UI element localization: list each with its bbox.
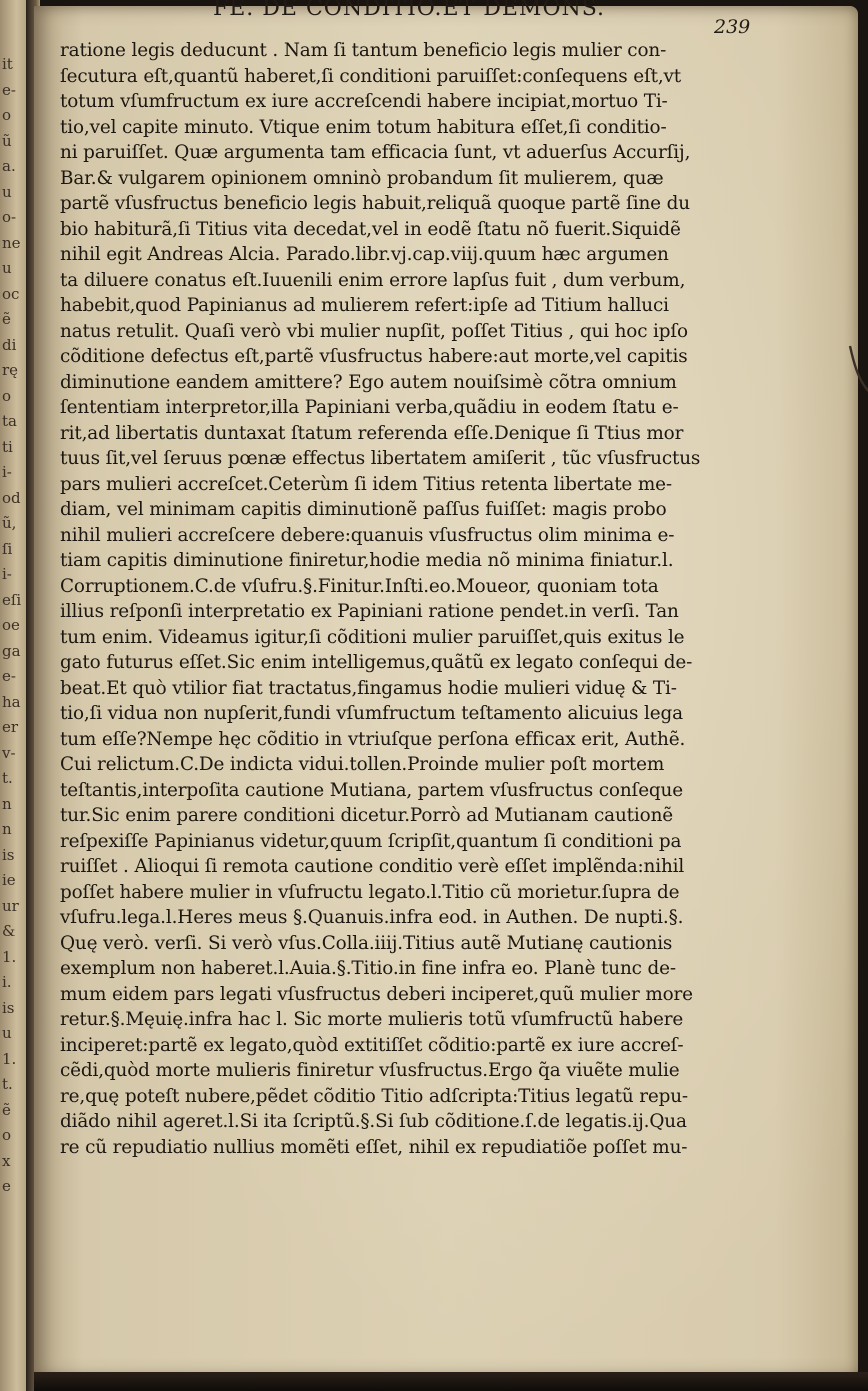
text-line: diam, vel minimam capitis diminutionẽ paſſus fuiſſet: magis probo bbox=[60, 499, 667, 520]
text-line: ſecutura eſt,quantũ haberet,ſi conditioni paruiſſet:conſequens eſt,vt bbox=[60, 65, 682, 87]
text-line: diãdo nihil ageret.l.Si ita ſcriptũ.§.Si ſub cõditione.ſ.de legatis.ij.Qua bbox=[60, 1111, 687, 1132]
facing-page-fragment: n bbox=[2, 820, 12, 838]
facing-page-fragment: rę bbox=[2, 361, 19, 379]
text-line: vſufru.lega.l.Heres meus §.Quanuis.infra eod. in Authen. De nupti.§. bbox=[60, 907, 684, 928]
facing-page-fragment: i. bbox=[2, 973, 12, 991]
text-line: Quę verò. verſi. Si verò vſus.Colla.iiij.Titius autẽ Mutianę cautionis bbox=[60, 932, 673, 954]
facing-page-fragment: od bbox=[2, 488, 21, 507]
facing-page-fragment: ta bbox=[2, 412, 17, 430]
text-line: totum vſumfructum ex iure accreſcendi habere incipiat,mortuo Ti- bbox=[60, 91, 668, 112]
text-line: ratione legis deducunt . Nam ſi tantum beneficio legis mulier con- bbox=[60, 40, 667, 61]
text-line: Corruptionem.C.de vſufru.§.Finitur.Inſti.eo.Moueor, quoniam tota bbox=[60, 575, 659, 597]
facing-page-fragment: eſi bbox=[2, 590, 22, 609]
page-number: 239 bbox=[714, 16, 751, 38]
facing-page-fragment: ga bbox=[2, 641, 21, 660]
text-line: exemplum non haberet.l.Auia.§.Titio.in fine infra eo. Planè tunc de- bbox=[60, 958, 676, 979]
facing-page-fragment: is bbox=[2, 845, 15, 864]
text-line: Bar.& vulgarem opinionem omninò probandum ſit mulierem, quæ bbox=[60, 167, 664, 189]
facing-page-fragment: t. bbox=[2, 1075, 13, 1093]
facing-page-fragment: e- bbox=[2, 80, 16, 99]
text-line: natus retulit. Quaſi verò vbi mulier nupſit, poſſet Titius , qui hoc ipſo bbox=[60, 320, 688, 342]
facing-page-fragment: ha bbox=[2, 692, 21, 711]
text-line: illius reſponſi interpretatio ex Papiniani ratione pendet.in verſi. Tan bbox=[60, 601, 679, 622]
facing-page-fragment: ne bbox=[2, 233, 21, 252]
text-line: tur.Sic enim parere conditioni dicetur.Porrò ad Mutianam cautionẽ bbox=[60, 805, 673, 826]
facing-page-fragment: er bbox=[2, 718, 19, 736]
text-line: ta diluere conatus eſt.Iuuenili enim errore lapſus fuit , dum verbum, bbox=[60, 269, 686, 291]
text-line: ni paruiſſet. Quæ argumenta tam efficacia ſunt, vt aduerſus Accurſij, bbox=[60, 142, 691, 163]
book-page bbox=[34, 0, 858, 1378]
text-line: tum enim. Videamus igitur,ſi cõditioni mulier paruiſſet,quis exitus le bbox=[60, 626, 685, 648]
facing-page-fragment: o- bbox=[2, 208, 17, 226]
text-line: re cũ repudiatio nullius momẽti eſſet, nihil ex repudiatiõe poſſet mu- bbox=[60, 1136, 688, 1158]
hook-mark bbox=[844, 344, 868, 406]
facing-page-fragment: v- bbox=[2, 743, 16, 762]
text-line: habebit,quod Papinianus ad mulierem refert:ipſe ad Titium halluci bbox=[60, 295, 669, 316]
text-line: cẽdi,quòd morte mulieris finiretur vſusfructus.Ergo q̃a viuẽte mulie bbox=[60, 1060, 680, 1081]
facing-page-fragment: ẽ bbox=[2, 310, 11, 328]
text-line: pars mulieri accreſcet.Ceterùm ſi idem Titius retenta libertate me- bbox=[60, 473, 672, 495]
text-line: diminutione eandem amittere? Ego autem nouiſsimè cõtra omnium bbox=[60, 371, 677, 393]
facing-page-fragment: a. bbox=[2, 157, 16, 175]
facing-page-fragment: ſi bbox=[2, 539, 13, 558]
facing-page-fragment: is bbox=[2, 998, 15, 1017]
text-line: partẽ vſusfructus beneficio legis habuit,reliquã quoque partẽ ſine du bbox=[60, 193, 690, 214]
text-line: teſtantis,interpoſita cautione Mutiana, partem vſusfructus conſeque bbox=[60, 779, 683, 801]
facing-page-fragment: e bbox=[2, 1177, 11, 1195]
text-body bbox=[60, 38, 720, 1160]
text-line: tio,vel capite minuto. Vtique enim totum habitura eſſet,ſi conditio- bbox=[60, 116, 667, 138]
text-line: Cui relictum.C.De indicta vidui.tollen.Proinde mulier poſt mortem bbox=[60, 754, 665, 775]
text-line: poſſet habere mulier in vſufructu legato.l.Titio cũ morietur.ſupra de bbox=[60, 881, 680, 903]
facing-page-fragment: oc bbox=[2, 284, 20, 303]
facing-page-fragment: 1. bbox=[2, 947, 17, 966]
text-line: tum eſſe?Nempe hęc cõditio in vtriuſque perſona efficax erit, Authẽ. bbox=[60, 728, 686, 750]
facing-page-fragment: ti bbox=[2, 437, 13, 456]
facing-page-fragment: i- bbox=[2, 565, 12, 583]
text-line: ſententiam interpretor,illa Papiniani verba,quãdiu in eodem ſtatu e- bbox=[60, 397, 679, 418]
text-line: tiam capitis diminutione finiretur,hodie media nõ minima finiatur.l. bbox=[60, 550, 674, 571]
page-bottom-shadow bbox=[34, 1372, 868, 1391]
facing-page-fragment: o bbox=[2, 386, 12, 405]
facing-page-fragment: t. bbox=[2, 769, 13, 787]
facing-page-fragment: ẽ bbox=[2, 1100, 11, 1119]
text-line: reſpexiſſe Papinianus videtur,quum ſcripſit,quantum ſi conditioni pa bbox=[60, 830, 682, 852]
facing-page-fragment: o bbox=[2, 106, 12, 124]
text-line: ruiſſet . Alioqui ſi remota cautione conditio verè eſſet implẽnda:nihil bbox=[60, 856, 685, 877]
facing-page-fragment: o bbox=[2, 1126, 12, 1144]
text-line: retur.§.Męuię.infra hac l. Sic morte mulieris totũ vſumfructũ habere bbox=[60, 1009, 684, 1030]
text-line: nihil egit Andreas Alcia. Parado.libr.vj.cap.viij.quum hæc argumen bbox=[60, 244, 669, 265]
text-line: nihil mulieri accreſcere debere:quanuis vſusfructus olim minima e- bbox=[60, 524, 675, 546]
facing-page-fragment: it bbox=[2, 55, 13, 73]
text-line: gato futurus eſſet.Sic enim intelligemus,quãtũ ex legato conſequi de- bbox=[60, 652, 693, 673]
facing-page-fragment: ũ bbox=[2, 131, 12, 150]
text-line: tuus ſit,vel ſeruus pœnæ effectus libertatem amiſerit , tũc vſusfructus bbox=[60, 448, 701, 469]
facing-page-fragment: n bbox=[2, 794, 12, 813]
facing-page-fragment: di bbox=[2, 335, 17, 354]
facing-page-fragment: x bbox=[2, 1151, 11, 1170]
facing-page-fragment: & bbox=[2, 922, 16, 940]
text-line: tio,ſi vidua non nupſerit,fundi vſumfructum teſtamento alicuius lega bbox=[60, 703, 683, 724]
facing-page-fragment: 1. bbox=[2, 1049, 17, 1068]
facing-page-fragment: ũ, bbox=[2, 514, 17, 532]
facing-page-fragment: e- bbox=[2, 667, 16, 685]
facing-page-fragment: ur bbox=[2, 896, 19, 915]
text-line: re,quę poteſt nubere,pẽdet cõditio Titio adſcripta:Titius legatũ repu- bbox=[60, 1085, 688, 1107]
facing-page-fragment: ie bbox=[2, 871, 16, 889]
text-line: cõditione defectus eſt,partẽ vſusfructus habere:aut morte,vel capitis bbox=[60, 346, 688, 367]
facing-page-fragment: u bbox=[2, 182, 12, 201]
text-line: beat.Et quò vtilior fiat tractatus,fingamus hodie mulieri viduę & Ti- bbox=[60, 677, 677, 699]
running-head: FE. DE CONDITIO.ET DEMONS. bbox=[212, 0, 606, 21]
facing-page-fragment: u bbox=[2, 259, 12, 277]
facing-page-fragment: oe bbox=[2, 616, 20, 634]
facing-page-fragment: u bbox=[2, 1024, 12, 1042]
text-line: mum eidem pars legati vſusfructus deberi inciperet,quũ mulier more bbox=[60, 983, 693, 1005]
text-line: bio habiturã,ſi Titius vita decedat,vel in eodẽ ſtatu nõ fuerit.Siquidẽ bbox=[60, 218, 681, 240]
facing-page-fragment: i- bbox=[2, 463, 12, 481]
text-line: rit,ad libertatis duntaxat ſtatum referenda eſſe.Denique ſi Ttius mor bbox=[60, 422, 684, 444]
text-line: inciperet:partẽ ex legato,quòd extitiſſet cõditio:partẽ ex iure accreſ- bbox=[60, 1034, 684, 1056]
